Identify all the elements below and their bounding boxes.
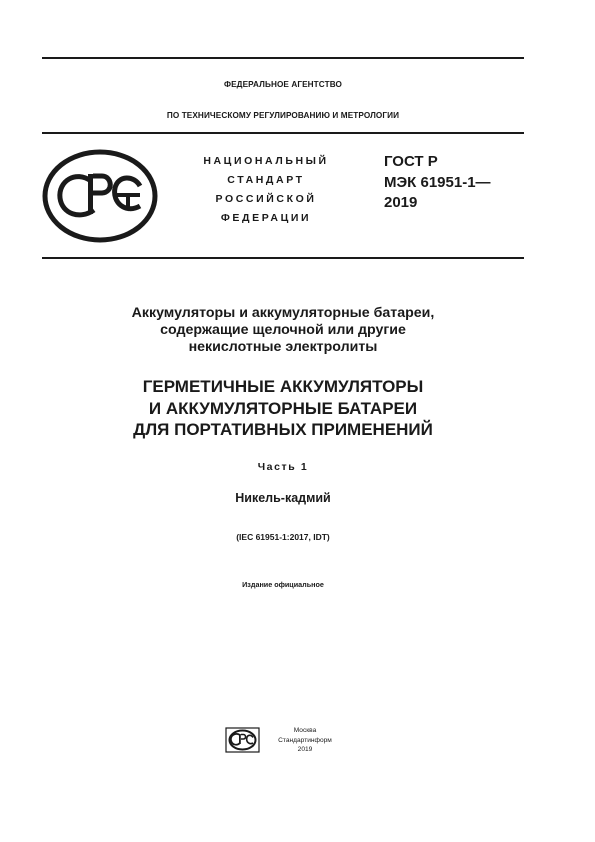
- title-line: ДЛЯ ПОРТАТИВНЫХ ПРИМЕНЕНИЙ: [133, 420, 433, 439]
- rst-certification-mark-icon: [42, 148, 158, 244]
- subtitle-line: Аккумуляторы и аккумуляторные батареи,: [131, 305, 435, 321]
- national-line: НАЦИОНАЛЬНЫЙ: [203, 155, 329, 167]
- agency-line-2: ПО ТЕХНИЧЕСКОМУ РЕГУЛИРОВАНИЮ И МЕТРОЛОГИИ: [166, 111, 400, 120]
- agency-line-1: ФЕДЕРАЛЬНОЕ АГЕНТСТВО: [224, 80, 342, 89]
- subtitle-line: содержащие щелочной или другие: [160, 322, 406, 338]
- publisher-info: [264, 726, 346, 755]
- official-edition-label: Издание официальное: [242, 580, 324, 589]
- national-line: ФЕДЕРАЦИИ: [220, 212, 312, 224]
- document-title: [42, 376, 524, 441]
- title-line: И АККУМУЛЯТОРНЫЕ БАТАРЕИ: [148, 398, 418, 418]
- publisher-name: Стандартинформ: [278, 736, 332, 744]
- publisher-city: Москва: [293, 727, 317, 734]
- national-line: РОССИЙСКОЙ: [215, 193, 317, 205]
- designation-line: 2019: [384, 194, 418, 211]
- subtitle-line: некислотные электролиты: [188, 339, 378, 355]
- national-standard-label: [176, 152, 356, 228]
- part-number: Часть 1: [257, 461, 309, 473]
- header-top-rule: [42, 132, 524, 134]
- designation-line: МЭК 61951-1—: [384, 173, 491, 191]
- publisher-year: 2019: [297, 746, 313, 753]
- header-bottom-rule: [42, 257, 524, 259]
- standartinform-logo-icon: [225, 727, 260, 753]
- standard-designation: [384, 152, 491, 214]
- national-line: СТАНДАРТ: [227, 174, 305, 186]
- document-subtitle: [42, 305, 524, 356]
- top-rule: [42, 57, 524, 59]
- designation-line: ГОСТ Р: [384, 153, 438, 170]
- iec-reference: (IEC 61951-1:2017, IDT): [236, 532, 330, 542]
- title-line: ГЕРМЕТИЧНЫЕ АККУМУЛЯТОРЫ: [142, 377, 424, 396]
- part-name: Никель-кадмий: [235, 491, 331, 505]
